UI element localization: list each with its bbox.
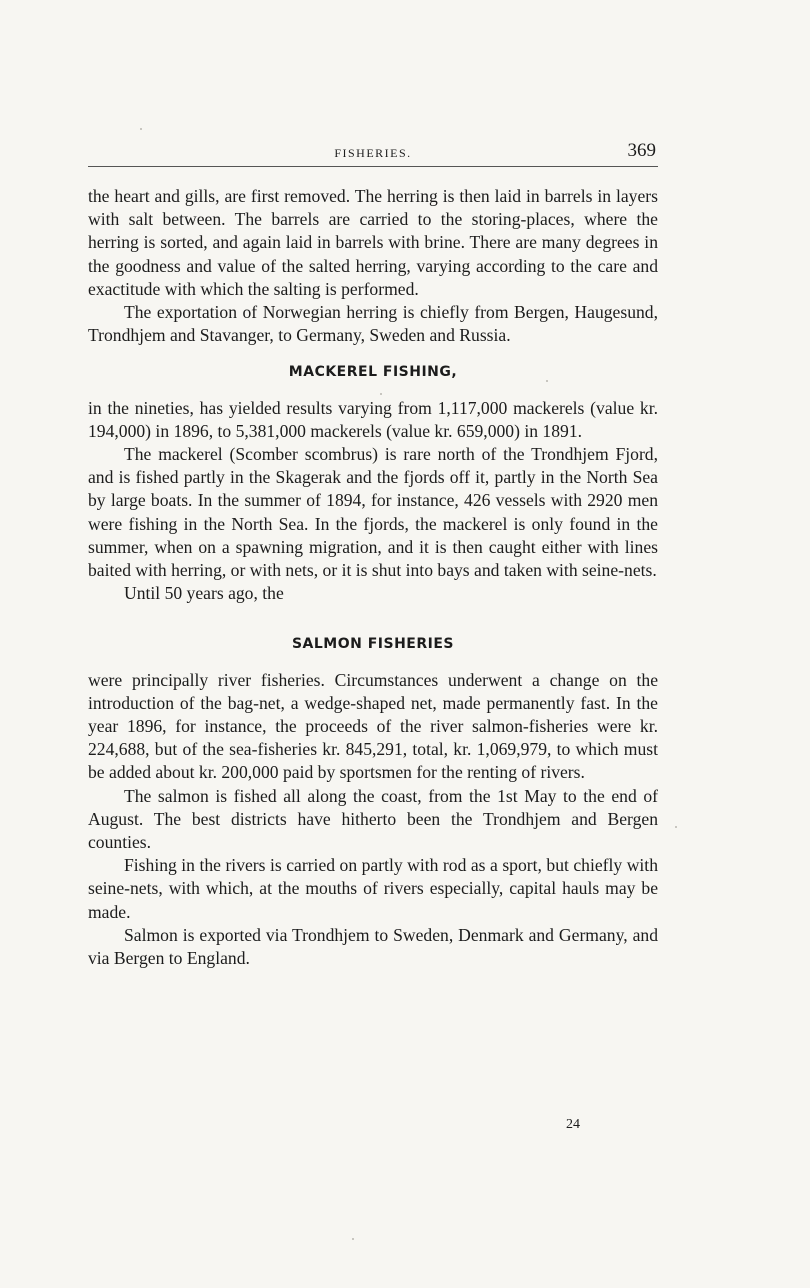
running-title: FISHERIES.: [334, 146, 412, 160]
signature-mark: 24: [566, 1117, 580, 1132]
body-text: [88, 185, 658, 970]
paragraph: in the nineties, has yielded results varying from 1,117,000 mackerels (value kr. 194,000) in 1896, to 5,381,000 mackerels (value kr. 659,000) in 1891.: [88, 397, 658, 441]
section-heading-mackerel-fishing: MACKEREL FISHING,: [288, 364, 458, 381]
paper-speck: [546, 380, 548, 382]
paragraph: Salmon is exported via Trondhjem to Sweden, Denmark and Germany, and via Bergen to England.: [88, 924, 658, 969]
paragraph: Fishing in the rivers is carried on partly with rod as a sport, but chiefly with seine-nets, with which, at the mouths of rivers especially, capital hauls may be made.: [88, 855, 658, 922]
paragraph: The exportation of Norwegian herring is chiefly from Bergen, Haugesund, Trondhjem and Stavanger, to Germany, Sweden and Russia.: [88, 302, 658, 346]
paragraph: The mackerel (Scomber scombrus) is rare north of the Trondhjem Fjord, and is fished partly in the Skagerak and the fjords off it, partly in the North Sea by large boats. In the summer of 1894, for instance, 426 vessels with 2920 men were fishing in the North Sea. In the fjords, the mackerel is only found in the summer, when on a spawning migration, and it is then caught either with lines baited with herring, or with nets, or it is shut into bays and taken with seine-nets.: [88, 444, 658, 581]
page-number: 369: [627, 140, 656, 161]
paragraph: were principally river fisheries. Circumstances underwent a change on the introduction of the bag-net, a wedge-shaped net, made permanently fast. In the year 1896, for instance, the proceeds of the river salmon-fisheries were kr. 224,688, but of the sea-fisheries kr. 845,291, total, kr. 1,069,979, to which must be added about kr. 200,000 paid by sportsmen for the renting of rivers.: [88, 669, 658, 783]
paper-speck: [352, 1238, 354, 1240]
paragraph: the heart and gills, are first removed. The herring is then laid in barrels in layers with salt between. The barrels are carried to the storing-places, where the herring is sorted, and again laid in barrels with brine. There are many degrees in the goodness and value of the salted herring, varying according to the care and exactitude with which the salting is performed.: [88, 186, 658, 299]
paragraph: Until 50 years ago, the: [124, 583, 284, 604]
paper-speck: [380, 393, 382, 395]
paper-speck: [675, 826, 677, 828]
section-heading-salmon-fisheries: SALMON FISHERIES: [291, 636, 455, 653]
paper-speck: [140, 128, 142, 130]
paragraph: The salmon is fished all along the coast, from the 1st May to the end of August. The best districts have hitherto been the Trondhjem and Bergen counties.: [88, 785, 658, 853]
running-head: [88, 142, 658, 167]
